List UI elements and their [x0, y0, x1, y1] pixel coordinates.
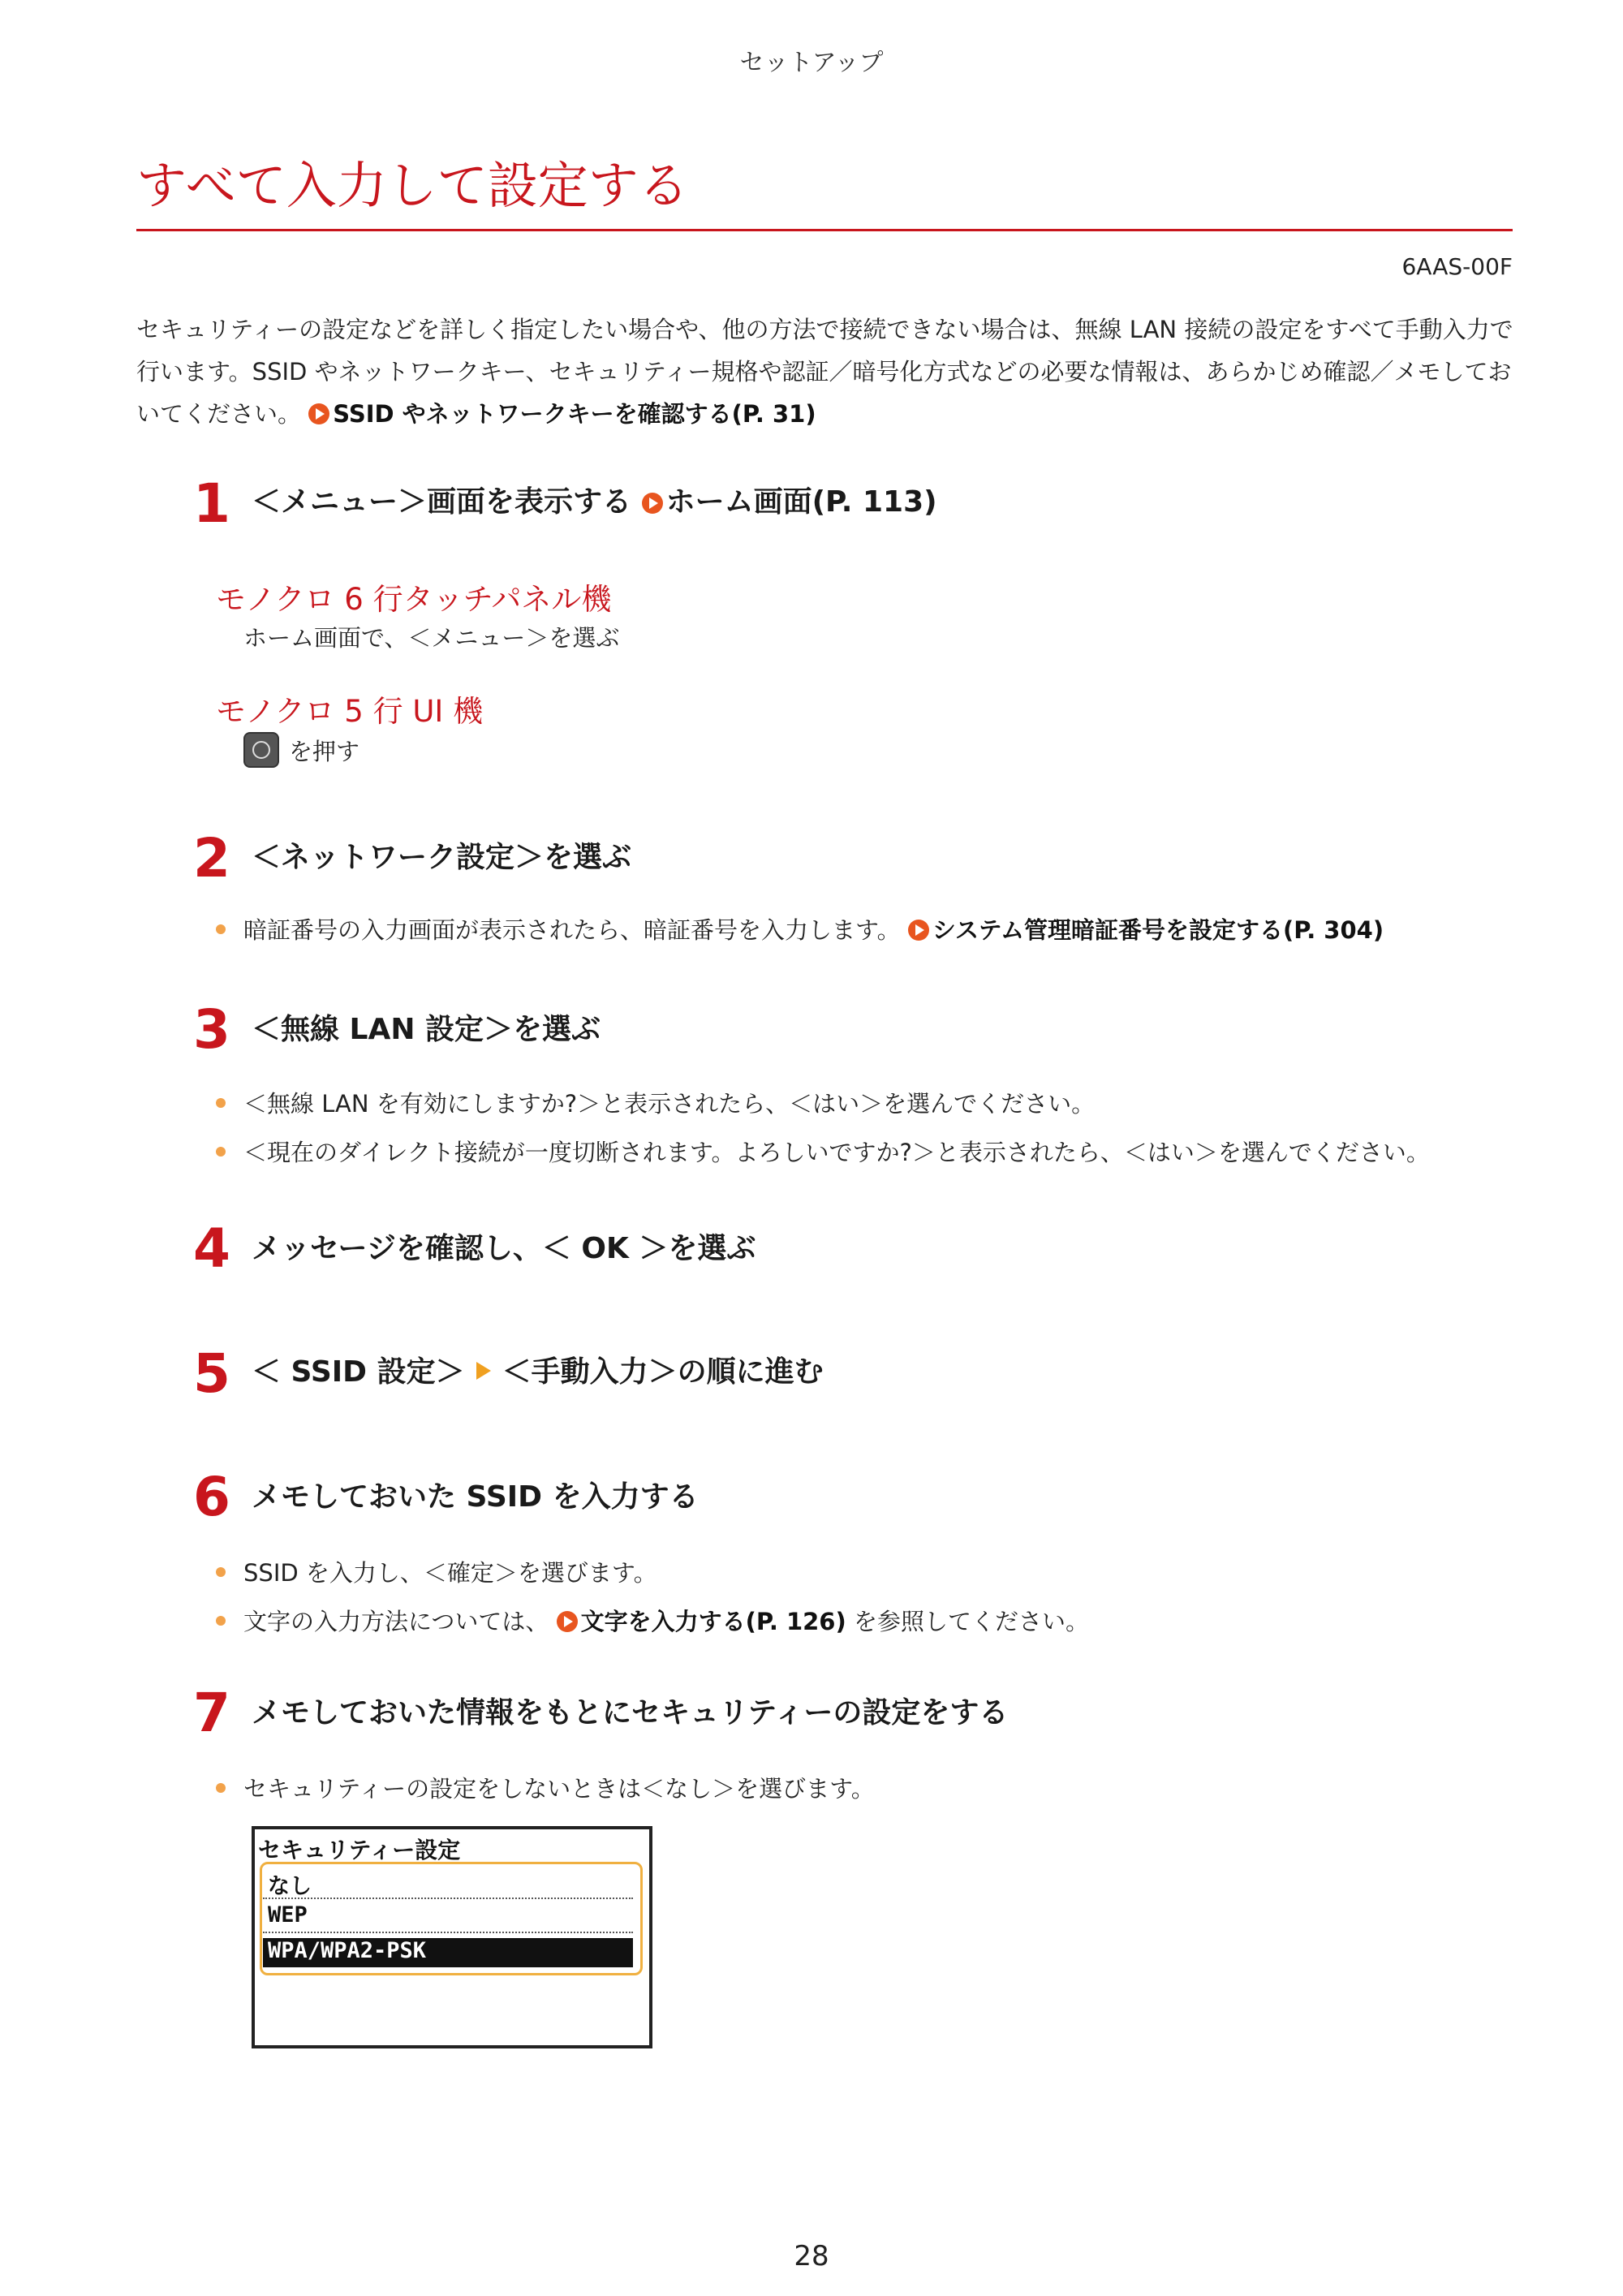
- model-subheading: モノクロ 5 行 UI 機: [216, 694, 484, 729]
- step-title: メモしておいた情報をもとにセキュリティーの設定をする: [252, 1696, 1009, 1730]
- link-arrow-icon: [308, 403, 329, 424]
- step-number: 3: [193, 998, 230, 1061]
- title-divider: [136, 229, 1513, 231]
- instruction-label: を押す: [289, 738, 360, 765]
- step-number: 5: [193, 1342, 230, 1405]
- bullet-text: セキュリティーの設定をしないときは＜なし＞を選びます。: [243, 1775, 875, 1803]
- intro-link[interactable]: SSID やネットワークキーを確認する(P. 31): [333, 400, 816, 428]
- next-arrow-icon: [476, 1362, 491, 1380]
- link-arrow-icon: [642, 493, 663, 514]
- step-title: メッセージを確認し、＜ OK ＞を選ぶ: [252, 1232, 756, 1265]
- bullet-dot: [216, 1567, 226, 1577]
- page-title: すべて入力して設定する: [136, 156, 689, 215]
- instruction-text: [243, 732, 359, 768]
- bullet-text-after: を参照してください。: [853, 1608, 1089, 1635]
- step-title-part: ＜ SSID 設定＞: [252, 1355, 465, 1389]
- step-title: [252, 479, 937, 520]
- bullet-link[interactable]: システム管理暗証番号を設定する(P. 304): [932, 916, 1384, 944]
- menu-key-icon: [243, 732, 279, 768]
- lcd-option-selected[interactable]: WPA/WPA2-PSK: [263, 1938, 633, 1967]
- lcd-screen: [252, 1826, 652, 2048]
- step-title: [252, 1349, 824, 1390]
- step-number: 7: [193, 1682, 230, 1744]
- step-title: ＜ネットワーク設定＞を選ぶ: [252, 841, 632, 874]
- model-subheading: モノクロ 6 行タッチパネル機: [216, 582, 612, 617]
- link-arrow-icon: [557, 1611, 578, 1632]
- bullet-dot: [216, 1783, 226, 1793]
- bullet-text: [243, 1604, 1089, 1637]
- bullet-text: SSID を入力し、＜確定＞を選びます。: [243, 1559, 657, 1587]
- step-number: 4: [193, 1217, 230, 1280]
- bullet-text: ＜無線 LAN を有効にしますか?＞と表示されたら、＜はい＞を選んでください。: [243, 1090, 1096, 1118]
- lcd-title: セキュリティー設定: [258, 1837, 461, 1863]
- step-number: 6: [193, 1466, 230, 1528]
- bullet-dot: [216, 1098, 226, 1108]
- bullet-dot: [216, 1147, 226, 1157]
- bullet-dot: [216, 1616, 226, 1626]
- document-id: 6AAS-00F: [1401, 253, 1513, 280]
- step-title: メモしておいた SSID を入力する: [252, 1480, 699, 1514]
- link-arrow-icon: [908, 920, 929, 941]
- step-title: ＜無線 LAN 設定＞を選ぶ: [252, 1013, 601, 1046]
- page-number: 28: [794, 2240, 829, 2272]
- intro-paragraph: [136, 308, 1516, 435]
- running-header: セットアップ: [739, 49, 884, 77]
- step-title-part: ＜手動入力＞の順に進む: [502, 1355, 824, 1389]
- step-number: 2: [193, 827, 230, 890]
- instruction-text: ホーム画面で、＜メニュー＞を選ぶ: [243, 624, 620, 652]
- bullet-dot: [216, 924, 226, 934]
- bullet-text: ＜現在のダイレクト接続が一度切断されます。よろしいですか?＞と表示されたら、＜はい＞を選んでください。: [243, 1139, 1430, 1166]
- step-title-text: ＜メニュー＞画面を表示する: [252, 485, 632, 519]
- lcd-option[interactable]: なし: [263, 1868, 633, 1899]
- intro-text: セキュリティーの設定などを詳しく指定したい場合や、他の方法で接続できない場合は、無線 LAN 接続の設定をすべて手動入力で行います。SSID やネットワークキー、セキュリティー規格や認証／暗号化方式などの必要な情報は、あらかじめ確認／メモしておいてください。: [136, 316, 1513, 428]
- bullet-text-content: 暗証番号の入力画面が表示されたら、暗証番号を入力します。: [243, 916, 901, 944]
- lcd-option[interactable]: WEP: [263, 1902, 633, 1933]
- bullet-text-before: 文字の入力方法については、: [243, 1608, 549, 1635]
- step-number: 1: [193, 472, 230, 535]
- bullet-link[interactable]: 文字を入力する(P. 126): [580, 1608, 846, 1635]
- step-link[interactable]: ホーム画面(P. 113): [665, 485, 937, 519]
- bullet-text: [243, 912, 1384, 946]
